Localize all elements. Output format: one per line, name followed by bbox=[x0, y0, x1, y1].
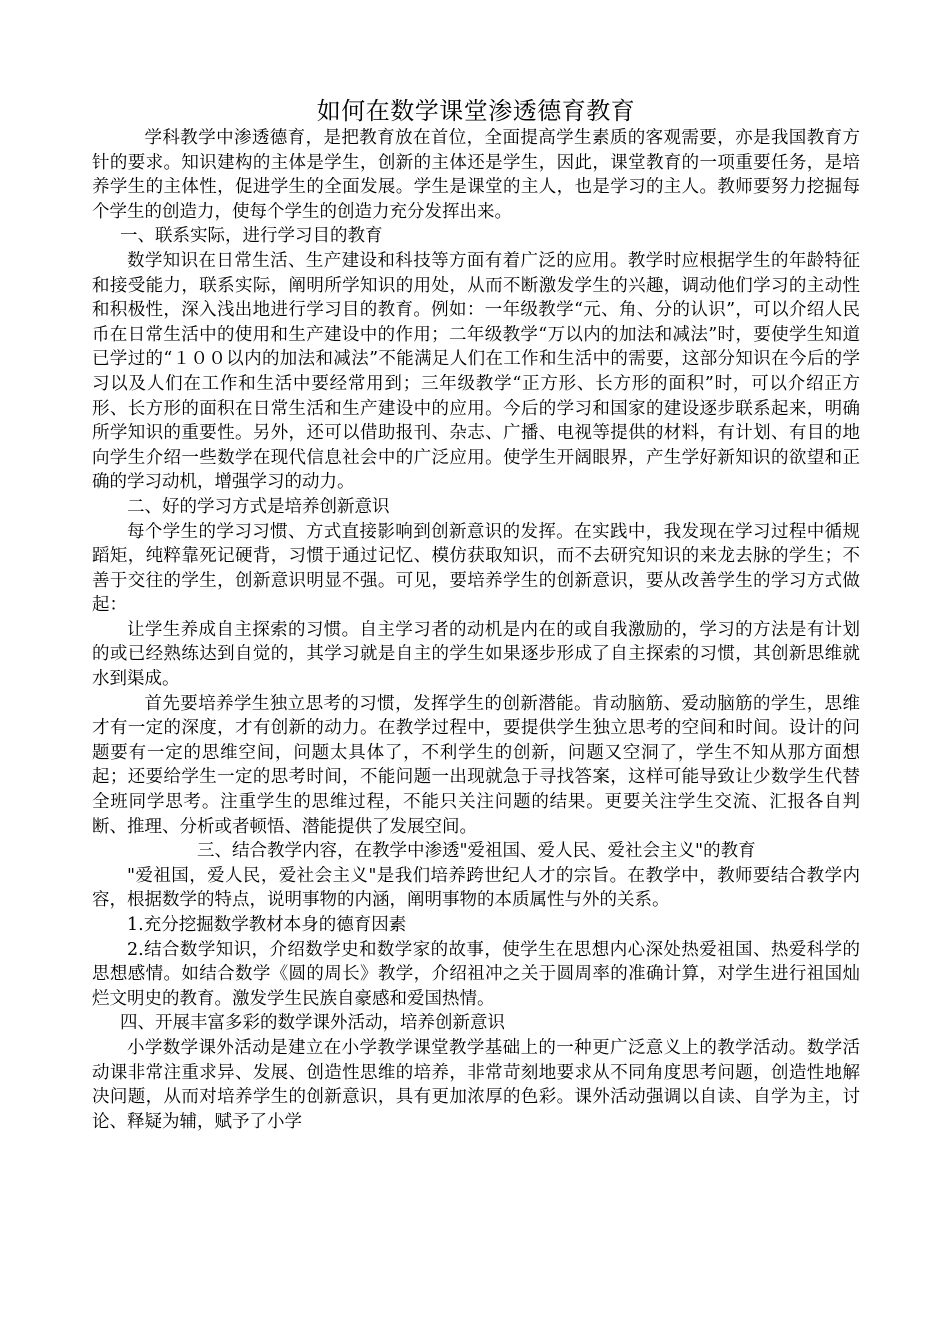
section-3-item-1: 1.充分挖掘数学教材本身的德育因素 bbox=[127, 915, 407, 935]
section-heading-4: 四、开展丰富多彩的数学课外活动，培养创新意识 bbox=[120, 1013, 505, 1034]
section-3-item-2: 2.结合数学知识，介绍数学史和数学家的故事，使学生在思想内心深处热爱祖国、热爱科学的思想感情。如结合数学《圆的周长》教学，介绍祖冲之关于圆周率的准确计算，对学生进行祖国灿烂文明史的教育。激发学生民族自豪感和爱国热情。 bbox=[92, 939, 860, 1009]
section-heading-1: 一、联系实际，进行学习目的教育 bbox=[120, 226, 383, 247]
section-4-paragraph: 小学数学课外活动是建立在小学教学课堂教学基础上的一种更广泛意义上的教学活动。数学活动课非常注重求异、发展、创造性思维的培养，非常苛刻地要求从不同角度思考问题，创造性地解决问题，从而对培养学生的创新意识，具有更加浓厚的色彩。课外活动强调以自读、自学为主，讨论、释疑为辅，赋予了小学 bbox=[92, 1037, 860, 1132]
section-1-paragraph: 数学知识在日常生活、生产建设和科技等方面有着广泛的应用。教学时应根据学生的年龄特征和接受能力，联系实际，阐明所学知识的用处，从而不断激发学生的兴趣，调动他们学习的主动性和积极性，深入浅出地进行学习目的教育。例如：一年级教学“元、角、分的认识”，可以介绍人民币在日常生活中的使用和生产建设中的作用；二年级教学“万以内的加法和减法”时，要使学生知道已学过的“１００以内的加法和减法”不能满足人们在工作和生活中的需要，这部分知识在今后的学习以及人们在工作和生活中要经常用到；三年级教学“正方形、长方形的面积”时，可以介绍正方形、长方形的面积在日常生活和生产建设中的应用。今后的学习和国家的建设逐步联系起来，明确所学知识的重要性。另外，还可以借助报刊、杂志、广播、电视等提供的材料，有计划、有目的地向学生介绍一些数学在现代信息社会中的广泛应用。使学生开阔眼界，产生学好新知识的欲望和正确的学习动机，增强学习的动力。 bbox=[92, 250, 860, 493]
document-title: 如何在数学课堂渗透德育教育 bbox=[316, 97, 636, 125]
section-2-habit-paragraph: 让学生养成自主探索的习惯。自主学习者的动机是内在的或自我激励的，学习的方法是有计划的或已经熟练达到自觉的，其学习就是自主的学生如果逐步形成了自主探索的习惯，其创新思维就水到渠成。 bbox=[92, 619, 860, 690]
intro-paragraph: 学科教学中渗透德育，是把教育放在首位，全面提高学生素质的客观需要，亦是我国教育方针的要求。知识建构的主体是学生，创新的主体还是学生，因此，课堂教育的一项重要任务，是培养学生的主体性，促进学生的全面发展。学生是课堂的主人，也是学习的主人。教师要努力挖掘每个学生的创造力，使每个学生的创造力充分发挥出来。 bbox=[92, 128, 860, 222]
section-heading-2: 二、好的学习方式是培养创新意识 bbox=[127, 496, 390, 517]
section-3-paragraph: "爱祖国，爱人民，爱社会主义"是我们培养跨世纪人才的宗旨。在教学中，教师要结合教学内容，根据数学的特点，说明事物的内涵，阐明事物的本质属性与外的关系。 bbox=[92, 865, 860, 911]
section-heading-3: 三、结合教学内容，在教学中渗透"爱祖国、爱人民、爱社会主义"的教育 bbox=[197, 841, 756, 862]
section-2-paragraph: 每个学生的学习习惯、方式直接影响到创新意识的发挥。在实践中，我发现在学习过程中循规蹈矩，纯粹靠死记硬背，习惯于通过记忆、模仿获取知识，而不去研究知识的来龙去脉的学生；不善于交往的学生，创新意识明显不强。可见，要培养学生的创新意识，要从改善学生的学习方式做起： bbox=[92, 521, 860, 616]
section-2-thinking-paragraph: 首先要培养学生独立思考的习惯，发挥学生的创新潜能。肯动脑筋、爱动脑筋的学生，思维才有一定的深度，才有创新的动力。在教学过程中，要提供学生独立思考的空间和时间。设计的问题要有一定的思维空间，问题太具体了，不利学生的创新，问题又空洞了，学生不知从那方面想起；还要给学生一定的思考时间，不能问题一出现就急于寻找答案，这样可能导致让少数学生代替全班同学思考。注重学生的思维过程，不能只关注问题的结果。更要关注学生交流、汇报各自判断、推理、分析或者顿悟、潜能提供了发展空间。 bbox=[92, 693, 860, 837]
document-page bbox=[92, 96, 860, 1134]
